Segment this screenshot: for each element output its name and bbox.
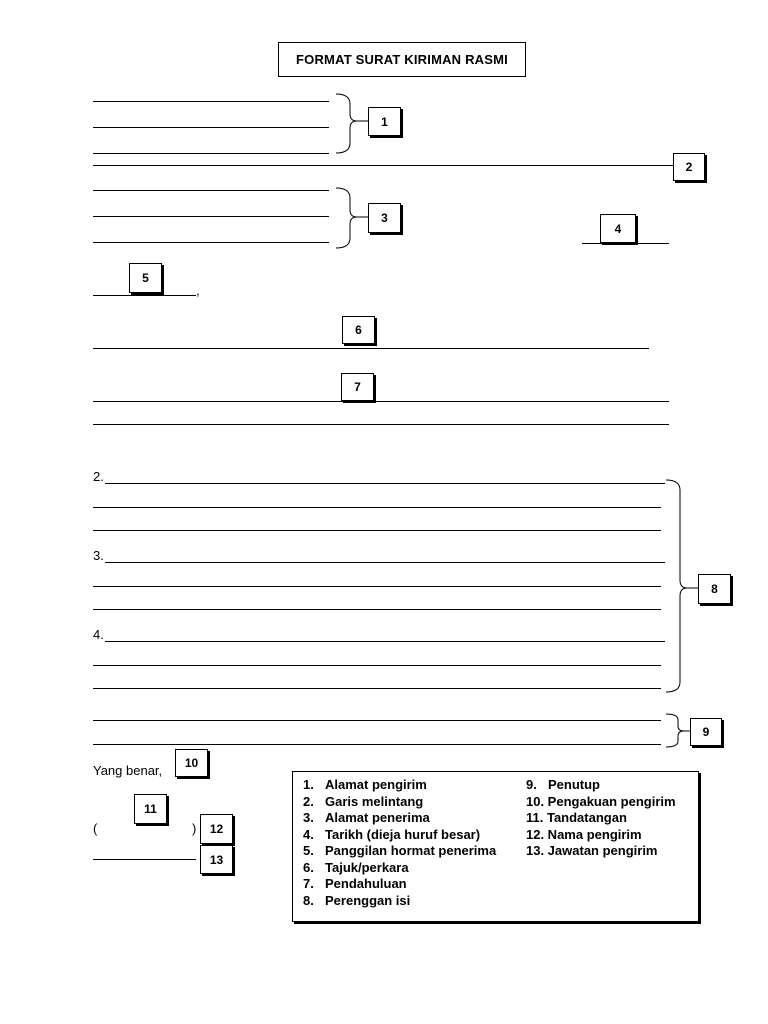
- legend-item: 3. Alamat penerima: [303, 810, 430, 825]
- legend-item: 13. Jawatan pengirim: [526, 843, 658, 858]
- marker-13: 13: [200, 845, 233, 874]
- legend-item: 6. Tajuk/perkara: [303, 859, 409, 875]
- legend-item: 4. Tarikh (dieja huruf besar): [303, 826, 481, 842]
- marker-1: 1: [368, 107, 401, 136]
- marker-9: 9: [690, 718, 722, 746]
- legend-item: 9. Penutup: [526, 777, 600, 792]
- legend-item: 1. Alamat pengirim: [303, 777, 427, 792]
- legend-list-right: [526, 777, 676, 860]
- paragraph-number: 4.: [93, 627, 104, 642]
- legend-item: 8. Perenggan isi: [303, 892, 411, 908]
- paragraph-number: 2.: [93, 469, 104, 484]
- name-paren-close: ): [192, 821, 197, 836]
- marker-11: 11: [134, 794, 167, 824]
- marker-7: 7: [341, 373, 374, 401]
- page-title: FORMAT SURAT KIRIMAN RASMI: [278, 42, 526, 77]
- marker-4: 4: [600, 214, 636, 243]
- marker-5: 5: [129, 263, 162, 293]
- legend-list-left: [303, 777, 496, 909]
- legend-box: [292, 771, 699, 922]
- legend-item: 2. Garis melintang: [303, 793, 424, 809]
- marker-10: 10: [175, 749, 208, 777]
- marker-2: 2: [673, 153, 705, 181]
- legend-item: 7. Pendahuluan: [303, 876, 407, 891]
- legend-item: 12. Nama pengirim: [526, 826, 642, 842]
- salutation-comma: ,: [196, 283, 200, 298]
- name-paren-open: (: [93, 821, 98, 836]
- paragraph-number: 3.: [93, 548, 104, 563]
- marker-12: 12: [200, 814, 233, 844]
- legend-item: 10. Pengakuan pengirim: [526, 793, 676, 809]
- legend-item: 11. Tandatangan: [526, 810, 627, 825]
- marker-6: 6: [342, 316, 375, 344]
- closing-greeting: Yang benar,: [93, 763, 163, 778]
- legend-item: 5. Panggilan hormat penerima: [303, 843, 497, 858]
- marker-3: 3: [368, 203, 401, 233]
- marker-8: 8: [698, 574, 731, 604]
